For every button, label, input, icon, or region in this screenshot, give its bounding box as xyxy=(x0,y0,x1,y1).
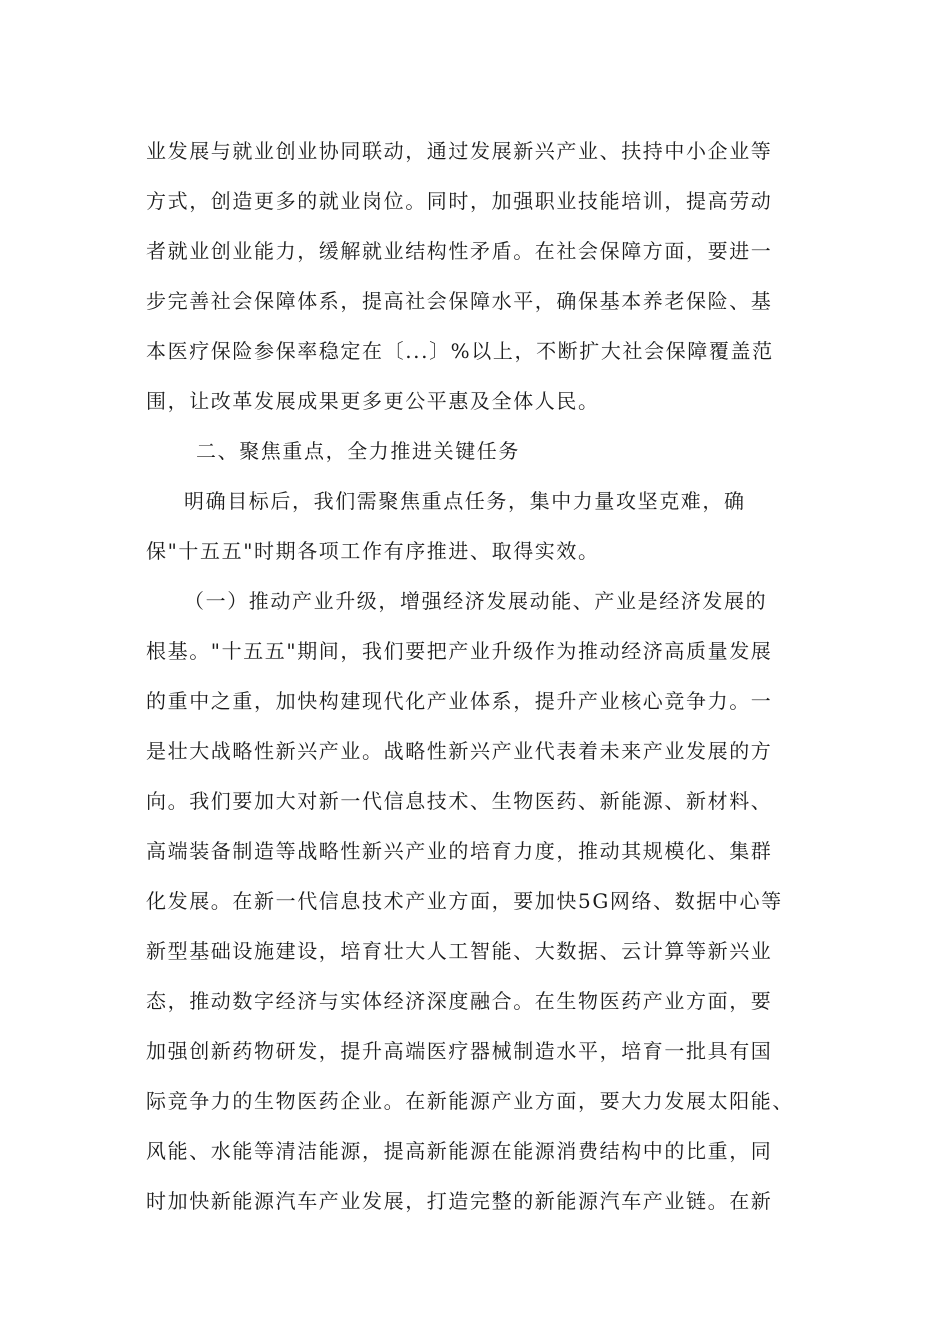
paragraph-line-4: 步完善社会保障体系，提高社会保障水平，确保基本养老保险、基 xyxy=(146,289,773,313)
paragraph-line-3: 者就业创业能力，缓解就业结构性矛盾。在社会保障方面，要进一 xyxy=(146,239,773,263)
paragraph-line-6: 围，让改革发展成果更多更公平惠及全体人民。 xyxy=(146,389,600,413)
paragraph-line-20: 际竞争力的生物医药企业。在新能源产业方面，要大力发展太阳能、 xyxy=(146,1089,794,1113)
paragraph-line-2: 方式，创造更多的就业岗位。同时，加强职业技能培训，提高劳动 xyxy=(146,189,773,213)
paragraph-line-5: 本医疗保险参保率稳定在〔...〕%以上，不断扩大社会保障覆盖范 xyxy=(146,339,774,363)
paragraph-line-16: 化发展。在新一代信息技术产业方面，要加快5G网络、数据中心等 xyxy=(146,889,783,913)
paragraph-line-18: 态，推动数字经济与实体经济深度融合。在生物医药产业方面，要 xyxy=(146,989,773,1013)
paragraph-line-17: 新型基础设施建设，培育壮大人工智能、大数据、云计算等新兴业 xyxy=(146,939,773,963)
paragraph-line-8: 明确目标后，我们需聚焦重点任务，集中力量攻坚克难，确 xyxy=(184,489,746,513)
paragraph-line-11: 根基。"十五五"期间，我们要把产业升级作为推动经济高质量发展 xyxy=(146,639,773,663)
paragraph-line-21: 风能、水能等清洁能源，提高新能源在能源消费结构中的比重，同 xyxy=(146,1139,773,1163)
subsection-heading-line: （一）推动产业升级，增强经济发展动能、产业是经济发展的 xyxy=(184,589,768,613)
paragraph-line-19: 加强创新药物研发，提升高端医疗器械制造水平，培育一批具有国 xyxy=(146,1039,773,1063)
paragraph-line-9: 保"十五五"时期各项工作有序推进、取得实效。 xyxy=(146,539,600,563)
paragraph-line-1: 业发展与就业创业协同联动，通过发展新兴产业、扶持中小企业等 xyxy=(146,139,773,163)
section-heading: 二、聚焦重点，全力推进关键任务 xyxy=(196,439,520,463)
paragraph-line-13: 是壮大战略性新兴产业。战略性新兴产业代表着未来产业发展的方 xyxy=(146,739,773,763)
paragraph-line-14: 向。我们要加大对新一代信息技术、生物医药、新能源、新材料、 xyxy=(146,789,773,813)
paragraph-line-12: 的重中之重，加快构建现代化产业体系，提升产业核心竞争力。一 xyxy=(146,689,773,713)
paragraph-line-15: 高端装备制造等战略性新兴产业的培育力度，推动其规模化、集群 xyxy=(146,839,773,863)
paragraph-line-22: 时加快新能源汽车产业发展，打造完整的新能源汽车产业链。在新 xyxy=(146,1189,773,1213)
